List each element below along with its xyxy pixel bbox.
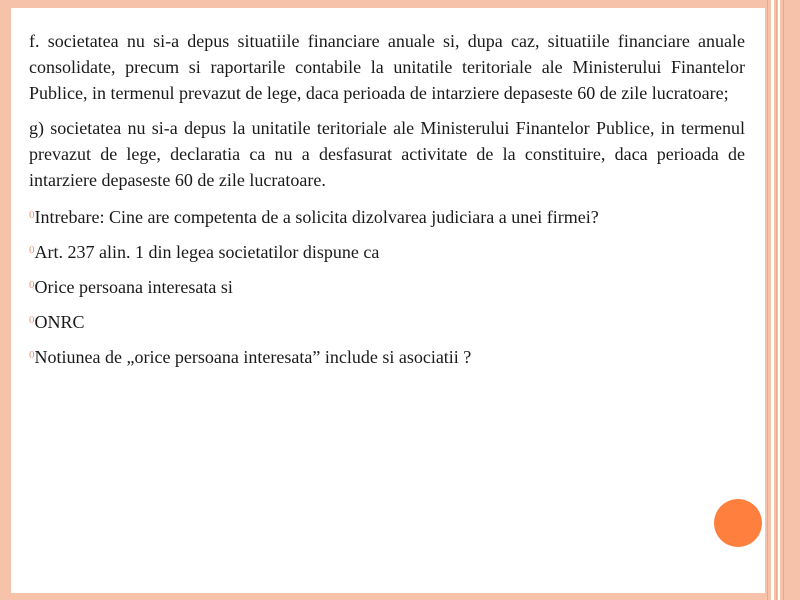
- slide-border-top: [0, 0, 800, 8]
- bullet-item: [29, 307, 745, 335]
- decorative-orange-circle: [714, 499, 762, 547]
- bullet-text: Art. 237 alin. 1 din legea societatilor dispune ca: [34, 242, 380, 262]
- bullet-text: Notiunea de „orice persoana interesata” include si asociatii ?: [34, 347, 472, 367]
- decorative-stripe-line: [767, 0, 768, 600]
- bullet-text: Intrebare: Cine are competenta de a solicita dizolvarea judiciara a unei firmei?: [34, 207, 599, 227]
- decorative-stripe-line: [783, 0, 784, 600]
- bullet-marker-icon: 0: [29, 244, 35, 256]
- slide-border-left: [0, 0, 11, 600]
- bullet-marker-icon: 0: [29, 209, 35, 221]
- slide-border-bottom: [0, 593, 800, 600]
- paragraph-f: f. societatea nu si-a depus situatiile financiare anuale si, dupa caz, situatiile financiare anuale consolidate, precum si raportarile contabile la unitatile teritoriale ale Ministerului Finantelor Publice, in termenul prevazut de lege, daca perioada de intarziere depaseste 60 de zile lucratoare;: [29, 31, 745, 103]
- bullet-text: Orice persoana interesata si: [34, 277, 233, 297]
- slide-content: [29, 28, 745, 377]
- bullet-item: [29, 342, 745, 370]
- bullet-marker-icon: 0: [29, 314, 35, 326]
- bullet-item: [29, 237, 745, 265]
- paragraph-g: g) societatea nu si-a depus la unitatile teritoriale ale Ministerului Finantelor Publice, in termenul prevazut de lege, declaratia ca nu a desfasurat activitate de la constituire, daca perioada de intarziere depaseste 60 de zile lucratoare.: [29, 118, 745, 190]
- decorative-stripe-line: [776, 0, 777, 600]
- bullet-item: [29, 272, 745, 300]
- bullet-text: ONRC: [34, 312, 85, 332]
- bullet-marker-icon: 0: [29, 279, 35, 291]
- bullet-marker-icon: 0: [29, 349, 35, 361]
- bullet-item: [29, 202, 745, 230]
